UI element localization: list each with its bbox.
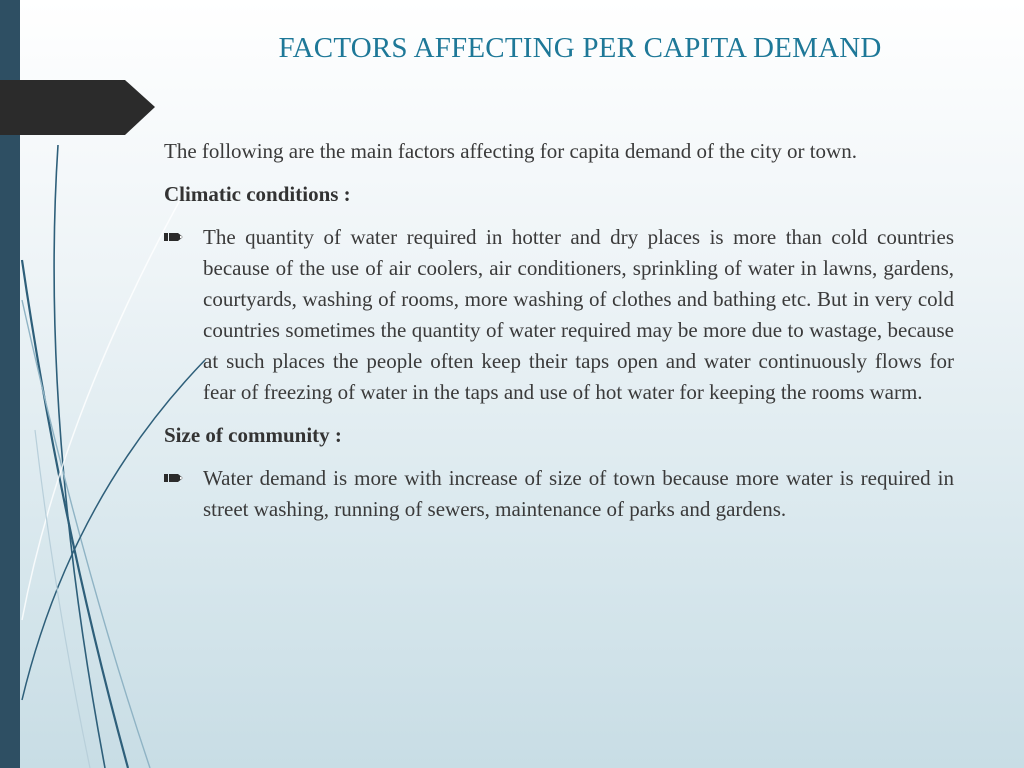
pencil-arrow-icon [164,471,184,485]
slide-title: FACTORS AFFECTING PER CAPITA DEMAND [278,32,882,64]
header-tab-shape [0,80,155,135]
bullet-text-size: Water demand is more with increase of size of town because more water is required in street washing, running of sewers, maintenance of parks and gardens. [203,466,954,521]
bullet-climatic [164,222,954,408]
slide-content [164,136,954,537]
section-heading-size: Size of community : [164,423,342,447]
pencil-arrow-icon [164,230,184,244]
bullet-text-climatic: The quantity of water required in hotter and dry places is more than cold countries because of the use of air coolers, air conditioners, sprinkling of water in lawns, gardens, courtyards, washing of rooms, more washing of clothes and bathing etc. But in very cold countries sometimes the quantity of water required may be more due to wastage, because at such places the people often keep their taps open and water continuously flows for fear of freezing of water in the taps and use of hot water for keeping the rooms warm. [203,225,954,404]
bullet-size [164,463,954,525]
section-heading-climatic: Climatic conditions : [164,182,351,206]
intro-text: The following are the main factors affecting for capita demand of the city or town. [164,139,857,163]
